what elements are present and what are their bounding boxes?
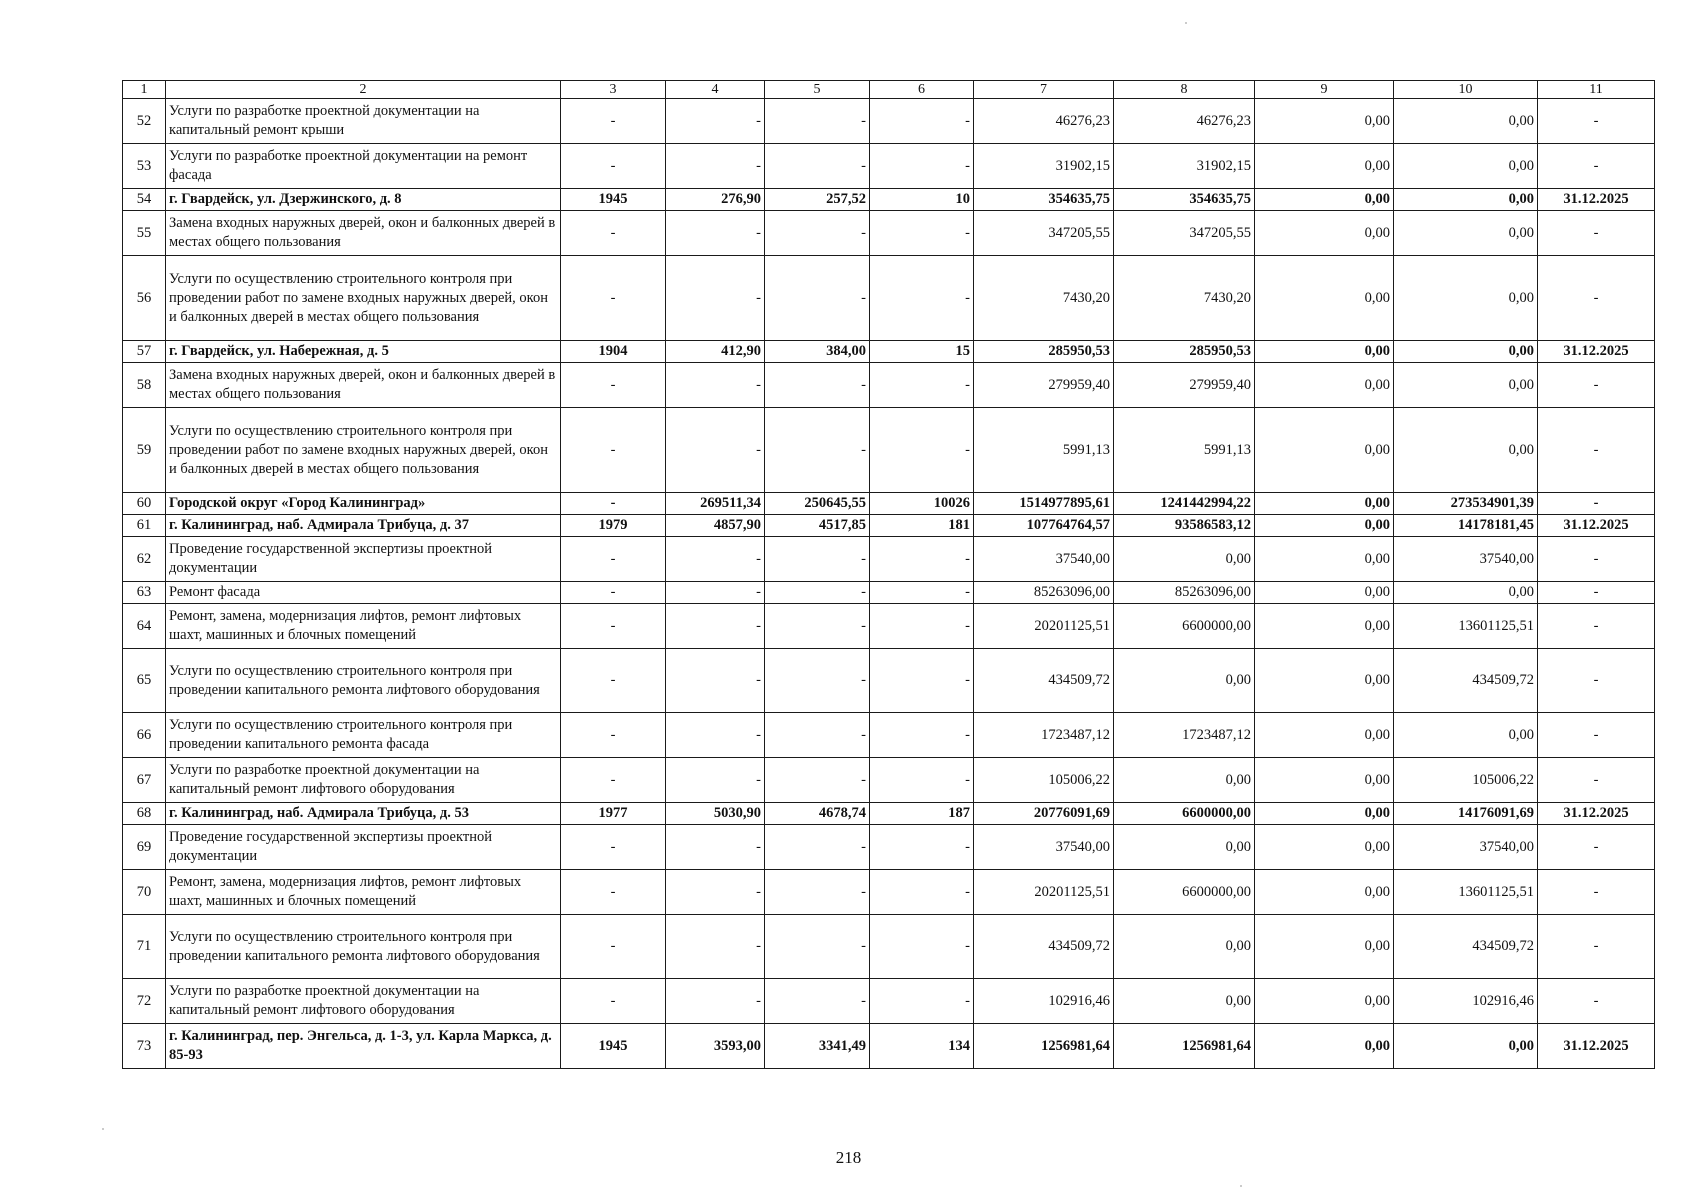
value-cell: 31.12.2025 (1538, 341, 1655, 363)
scan-dust-mark (102, 1128, 104, 1130)
value-cell: - (765, 870, 870, 915)
row-number-cell: 52 (123, 99, 166, 144)
value-cell: - (765, 211, 870, 256)
value-cell: 1904 (561, 341, 666, 363)
value-cell: 46276,23 (1114, 99, 1255, 144)
value-cell: 1514977895,61 (974, 493, 1114, 515)
value-cell: - (666, 825, 765, 870)
value-cell: 5991,13 (974, 408, 1114, 493)
value-cell: 0,00 (1255, 825, 1394, 870)
value-cell: 93586583,12 (1114, 515, 1255, 537)
value-cell: - (561, 825, 666, 870)
value-cell: 5991,13 (1114, 408, 1255, 493)
value-cell: 31.12.2025 (1538, 189, 1655, 211)
value-cell: - (666, 649, 765, 713)
value-cell: - (666, 604, 765, 649)
value-cell: 0,00 (1394, 341, 1538, 363)
value-cell: - (561, 582, 666, 604)
work-item-row (123, 537, 1655, 582)
value-cell: 0,00 (1394, 189, 1538, 211)
value-cell: 6600000,00 (1114, 803, 1255, 825)
value-cell: - (666, 211, 765, 256)
value-cell: - (765, 604, 870, 649)
header-cell: 11 (1538, 81, 1655, 99)
value-cell: 3593,00 (666, 1024, 765, 1069)
value-cell: 1256981,64 (1114, 1024, 1255, 1069)
value-cell: - (561, 256, 666, 341)
value-cell: - (561, 979, 666, 1024)
work-item-row (123, 713, 1655, 758)
value-cell: 0,00 (1114, 758, 1255, 803)
value-cell: - (666, 915, 765, 979)
name-cell: г. Калининград, наб. Адмирала Трибуца, д. 53 (166, 803, 561, 825)
value-cell: 10 (870, 189, 974, 211)
work-item-row (123, 144, 1655, 189)
address-row (123, 341, 1655, 363)
value-cell: - (765, 99, 870, 144)
value-cell: 285950,53 (974, 341, 1114, 363)
value-cell: - (765, 915, 870, 979)
value-cell: - (1538, 582, 1655, 604)
value-cell: - (666, 408, 765, 493)
header-cell: 8 (1114, 81, 1255, 99)
value-cell: 15 (870, 341, 974, 363)
value-cell: 10026 (870, 493, 974, 515)
value-cell: - (666, 870, 765, 915)
value-cell: 0,00 (1394, 99, 1538, 144)
value-cell: - (1538, 604, 1655, 649)
work-item-row (123, 604, 1655, 649)
value-cell: 105006,22 (974, 758, 1114, 803)
value-cell: - (1538, 256, 1655, 341)
value-cell: 285950,53 (1114, 341, 1255, 363)
work-item-row (123, 408, 1655, 493)
work-item-row (123, 825, 1655, 870)
value-cell: - (1538, 825, 1655, 870)
value-cell: 0,00 (1255, 713, 1394, 758)
value-cell: 31.12.2025 (1538, 803, 1655, 825)
value-cell: 0,00 (1394, 1024, 1538, 1069)
name-cell: Услуги по разработке проектной документации на ремонт фасада (166, 144, 561, 189)
value-cell: - (666, 99, 765, 144)
value-cell: - (870, 99, 974, 144)
value-cell: 0,00 (1255, 649, 1394, 713)
value-cell: 434509,72 (974, 649, 1114, 713)
value-cell: 0,00 (1255, 803, 1394, 825)
value-cell: - (666, 582, 765, 604)
value-cell: - (561, 493, 666, 515)
header-cell: 1 (123, 81, 166, 99)
value-cell: 37540,00 (1394, 537, 1538, 582)
value-cell: 0,00 (1394, 211, 1538, 256)
value-cell: 134 (870, 1024, 974, 1069)
value-cell: - (666, 256, 765, 341)
name-cell: Услуги по осуществлению строительного контроля при проведении капитального ремонта лифтового оборудования (166, 915, 561, 979)
value-cell: 1977 (561, 803, 666, 825)
value-cell: 0,00 (1394, 363, 1538, 408)
value-cell: 0,00 (1255, 758, 1394, 803)
value-cell: 181 (870, 515, 974, 537)
value-cell: - (561, 649, 666, 713)
value-cell: 31.12.2025 (1538, 515, 1655, 537)
header-cell: 6 (870, 81, 974, 99)
name-cell: Ремонт фасада (166, 582, 561, 604)
value-cell: - (870, 256, 974, 341)
value-cell: 7430,20 (1114, 256, 1255, 341)
value-cell: 107764764,57 (974, 515, 1114, 537)
value-cell: - (1538, 915, 1655, 979)
value-cell: - (870, 870, 974, 915)
value-cell: 0,00 (1255, 915, 1394, 979)
value-cell: - (666, 537, 765, 582)
row-number-cell: 63 (123, 582, 166, 604)
value-cell: 0,00 (1255, 537, 1394, 582)
value-cell: 0,00 (1114, 825, 1255, 870)
name-cell: Услуги по осуществлению строительного контроля при проведении капитального ремонта лифтового оборудования (166, 649, 561, 713)
value-cell: 0,00 (1394, 408, 1538, 493)
value-cell: 4857,90 (666, 515, 765, 537)
value-cell: - (1538, 211, 1655, 256)
value-cell: 384,00 (765, 341, 870, 363)
row-number-cell: 53 (123, 144, 166, 189)
name-cell: г. Калининград, пер. Энгельса, д. 1-3, ул. Карла Маркса, д. 85-93 (166, 1024, 561, 1069)
value-cell: 0,00 (1114, 537, 1255, 582)
value-cell: - (765, 713, 870, 758)
address-row (123, 189, 1655, 211)
value-cell: 279959,40 (974, 363, 1114, 408)
value-cell: - (870, 144, 974, 189)
value-cell: - (765, 758, 870, 803)
value-cell: 0,00 (1114, 915, 1255, 979)
work-item-row (123, 649, 1655, 713)
value-cell: 4517,85 (765, 515, 870, 537)
value-cell: - (1538, 408, 1655, 493)
name-cell: г. Гвардейск, ул. Набережная, д. 5 (166, 341, 561, 363)
row-number-cell: 59 (123, 408, 166, 493)
name-cell: Услуги по осуществлению строительного контроля при проведении работ по замене входных наружных дверей, окон и балконных дверей в местах общего пользования (166, 256, 561, 341)
value-cell: 434509,72 (974, 915, 1114, 979)
name-cell: Услуги по осуществлению строительного контроля при проведении работ по замене входных наружных дверей, окон и балконных дверей в местах общего пользования (166, 408, 561, 493)
value-cell: - (561, 144, 666, 189)
value-cell: 6600000,00 (1114, 604, 1255, 649)
value-cell: 14178181,45 (1394, 515, 1538, 537)
value-cell: 0,00 (1255, 363, 1394, 408)
value-cell: - (870, 758, 974, 803)
value-cell: 0,00 (1114, 979, 1255, 1024)
value-cell: 412,90 (666, 341, 765, 363)
header-cell: 4 (666, 81, 765, 99)
header-cell: 3 (561, 81, 666, 99)
value-cell: 354635,75 (974, 189, 1114, 211)
value-cell: 354635,75 (1114, 189, 1255, 211)
work-item-row (123, 363, 1655, 408)
value-cell: 1945 (561, 189, 666, 211)
work-item-row (123, 915, 1655, 979)
work-item-row (123, 211, 1655, 256)
address-row (123, 1024, 1655, 1069)
value-cell: - (561, 211, 666, 256)
value-cell: - (870, 408, 974, 493)
value-cell: 0,00 (1255, 144, 1394, 189)
name-cell: Замена входных наружных дверей, окон и балконных дверей в местах общего пользования (166, 211, 561, 256)
value-cell: 257,52 (765, 189, 870, 211)
value-cell: - (765, 363, 870, 408)
value-cell: 6600000,00 (1114, 870, 1255, 915)
value-cell: - (561, 604, 666, 649)
value-cell: 20201125,51 (974, 604, 1114, 649)
value-cell: - (666, 144, 765, 189)
name-cell: Услуги по осуществлению строительного контроля при проведении капитального ремонта фасада (166, 713, 561, 758)
header-cell: 9 (1255, 81, 1394, 99)
value-cell: - (1538, 758, 1655, 803)
value-cell: 0,00 (1394, 713, 1538, 758)
value-cell: - (561, 99, 666, 144)
value-cell: 0,00 (1255, 256, 1394, 341)
row-number-cell: 71 (123, 915, 166, 979)
value-cell: 0,00 (1255, 341, 1394, 363)
value-cell: - (765, 144, 870, 189)
value-cell: 347205,55 (974, 211, 1114, 256)
value-cell: 85263096,00 (1114, 582, 1255, 604)
value-cell: - (1538, 870, 1655, 915)
value-cell: 1256981,64 (974, 1024, 1114, 1069)
value-cell: 37540,00 (974, 537, 1114, 582)
value-cell: - (765, 408, 870, 493)
work-item-row (123, 979, 1655, 1024)
value-cell: 0,00 (1255, 99, 1394, 144)
column-number-row (123, 81, 1655, 99)
value-cell: - (765, 979, 870, 1024)
value-cell: - (1538, 979, 1655, 1024)
value-cell: 434509,72 (1394, 649, 1538, 713)
value-cell: 37540,00 (974, 825, 1114, 870)
value-cell: 0,00 (1114, 649, 1255, 713)
value-cell: 4678,74 (765, 803, 870, 825)
value-cell: - (870, 979, 974, 1024)
value-cell: 279959,40 (1114, 363, 1255, 408)
value-cell: - (666, 979, 765, 1024)
address-row (123, 515, 1655, 537)
row-number-cell: 56 (123, 256, 166, 341)
name-cell: Проведение государственной экспертизы проектной документации (166, 825, 561, 870)
value-cell: - (1538, 363, 1655, 408)
value-cell: - (666, 363, 765, 408)
value-cell: - (765, 256, 870, 341)
value-cell: - (870, 604, 974, 649)
value-cell: 46276,23 (974, 99, 1114, 144)
value-cell: 1723487,12 (974, 713, 1114, 758)
value-cell: 13601125,51 (1394, 870, 1538, 915)
value-cell: 31902,15 (1114, 144, 1255, 189)
value-cell: 13601125,51 (1394, 604, 1538, 649)
header-cell: 2 (166, 81, 561, 99)
value-cell: 0,00 (1255, 189, 1394, 211)
name-cell: Услуги по разработке проектной документации на капитальный ремонт лифтового оборудования (166, 979, 561, 1024)
value-cell: 0,00 (1394, 144, 1538, 189)
value-cell: - (561, 408, 666, 493)
value-cell: 105006,22 (1394, 758, 1538, 803)
address-row (123, 493, 1655, 515)
value-cell: - (561, 537, 666, 582)
value-cell: 0,00 (1255, 211, 1394, 256)
value-cell: - (1538, 713, 1655, 758)
value-cell: - (870, 713, 974, 758)
value-cell: 0,00 (1255, 1024, 1394, 1069)
name-cell: Проведение государственной экспертизы проектной документации (166, 537, 561, 582)
value-cell: 31902,15 (974, 144, 1114, 189)
value-cell: - (666, 713, 765, 758)
row-number-cell: 69 (123, 825, 166, 870)
value-cell: 37540,00 (1394, 825, 1538, 870)
value-cell: - (870, 915, 974, 979)
value-cell: - (870, 363, 974, 408)
value-cell: 7430,20 (974, 256, 1114, 341)
value-cell: 1241442994,22 (1114, 493, 1255, 515)
value-cell: 1945 (561, 1024, 666, 1069)
work-item-row (123, 758, 1655, 803)
value-cell: 85263096,00 (974, 582, 1114, 604)
value-cell: 0,00 (1255, 408, 1394, 493)
row-number-cell: 54 (123, 189, 166, 211)
value-cell: - (561, 915, 666, 979)
row-number-cell: 66 (123, 713, 166, 758)
value-cell: - (870, 211, 974, 256)
value-cell: 434509,72 (1394, 915, 1538, 979)
value-cell: 1723487,12 (1114, 713, 1255, 758)
value-cell: - (1538, 649, 1655, 713)
value-cell: - (870, 825, 974, 870)
value-cell: 347205,55 (1114, 211, 1255, 256)
row-number-cell: 61 (123, 515, 166, 537)
value-cell: 269511,34 (666, 493, 765, 515)
row-number-cell: 57 (123, 341, 166, 363)
value-cell: - (765, 537, 870, 582)
value-cell: - (870, 649, 974, 713)
name-cell: Услуги по разработке проектной документации на капитальный ремонт крыши (166, 99, 561, 144)
value-cell: - (870, 582, 974, 604)
value-cell: - (765, 649, 870, 713)
value-cell: - (561, 758, 666, 803)
name-cell: Услуги по разработке проектной документации на капитальный ремонт лифтового оборудования (166, 758, 561, 803)
value-cell: - (561, 870, 666, 915)
row-number-cell: 60 (123, 493, 166, 515)
name-cell: г. Гвардейск, ул. Дзержинского, д. 8 (166, 189, 561, 211)
value-cell: 0,00 (1255, 515, 1394, 537)
row-number-cell: 72 (123, 979, 166, 1024)
value-cell: - (870, 537, 974, 582)
row-number-cell: 64 (123, 604, 166, 649)
value-cell: - (1538, 493, 1655, 515)
value-cell: 31.12.2025 (1538, 1024, 1655, 1069)
address-row (123, 803, 1655, 825)
value-cell: - (1538, 537, 1655, 582)
row-number-cell: 65 (123, 649, 166, 713)
row-number-cell: 55 (123, 211, 166, 256)
header-cell: 10 (1394, 81, 1538, 99)
capital-repair-table (122, 80, 1655, 1069)
value-cell: 276,90 (666, 189, 765, 211)
value-cell: 3341,49 (765, 1024, 870, 1069)
value-cell: 20201125,51 (974, 870, 1114, 915)
row-number-cell: 67 (123, 758, 166, 803)
value-cell: 102916,46 (974, 979, 1114, 1024)
value-cell: - (1538, 99, 1655, 144)
value-cell: 0,00 (1255, 870, 1394, 915)
work-item-row (123, 256, 1655, 341)
header-cell: 5 (765, 81, 870, 99)
name-cell: Городской округ «Город Калининград» (166, 493, 561, 515)
scan-dust-mark (1240, 1185, 1242, 1187)
header-cell: 7 (974, 81, 1114, 99)
row-number-cell: 62 (123, 537, 166, 582)
page-number: 218 (835, 1148, 862, 1167)
value-cell: 102916,46 (1394, 979, 1538, 1024)
value-cell: - (1538, 144, 1655, 189)
row-number-cell: 73 (123, 1024, 166, 1069)
value-cell: 273534901,39 (1394, 493, 1538, 515)
scan-dust-mark (1185, 22, 1187, 24)
value-cell: - (666, 758, 765, 803)
value-cell: 0,00 (1255, 493, 1394, 515)
row-number-cell: 70 (123, 870, 166, 915)
value-cell: 14176091,69 (1394, 803, 1538, 825)
name-cell: г. Калининград, наб. Адмирала Трибуца, д. 37 (166, 515, 561, 537)
value-cell: 5030,90 (666, 803, 765, 825)
value-cell: - (765, 825, 870, 870)
work-item-row (123, 99, 1655, 144)
value-cell: 0,00 (1255, 582, 1394, 604)
name-cell: Ремонт, замена, модернизация лифтов, ремонт лифтовых шахт, машинных и блочных помещений (166, 870, 561, 915)
row-number-cell: 68 (123, 803, 166, 825)
value-cell: 0,00 (1255, 979, 1394, 1024)
work-item-row (123, 582, 1655, 604)
value-cell: 20776091,69 (974, 803, 1114, 825)
value-cell: 250645,55 (765, 493, 870, 515)
value-cell: 187 (870, 803, 974, 825)
row-number-cell: 58 (123, 363, 166, 408)
value-cell: - (561, 363, 666, 408)
value-cell: - (561, 713, 666, 758)
work-item-row (123, 870, 1655, 915)
value-cell: 0,00 (1394, 256, 1538, 341)
value-cell: 1979 (561, 515, 666, 537)
value-cell: 0,00 (1255, 604, 1394, 649)
name-cell: Ремонт, замена, модернизация лифтов, ремонт лифтовых шахт, машинных и блочных помещений (166, 604, 561, 649)
value-cell: 0,00 (1394, 582, 1538, 604)
name-cell: Замена входных наружных дверей, окон и балконных дверей в местах общего пользования (166, 363, 561, 408)
value-cell: - (765, 582, 870, 604)
